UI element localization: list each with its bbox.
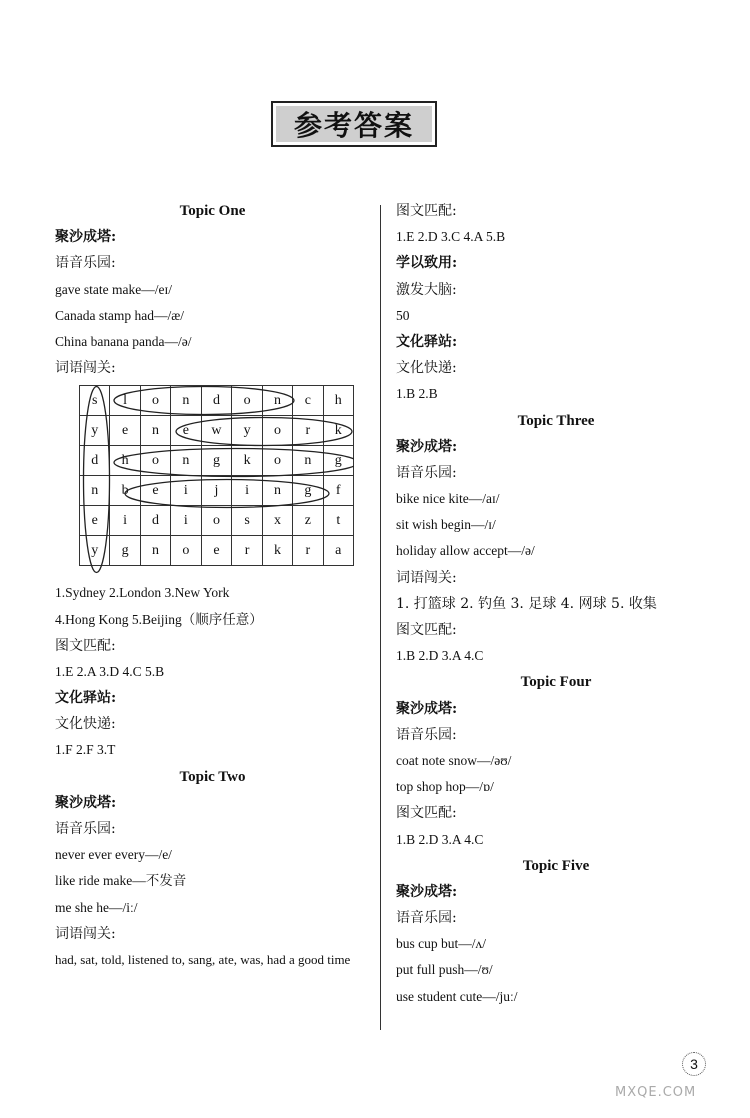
grid-cell: e [201, 536, 232, 566]
answer-line: bike nice kite—/aɪ/ [396, 491, 500, 507]
grid-cell: k [323, 416, 353, 446]
grid-cell: o [262, 416, 292, 446]
answer-line: 图文匹配: [396, 203, 457, 219]
grid-cell: n [140, 416, 170, 446]
answer-title-box [271, 101, 437, 147]
answer-line: like ride make—不发音 [55, 873, 187, 889]
grid-cell: r [232, 536, 262, 566]
answer-line: 1.B 2.D 3.A 4.C [396, 648, 484, 664]
watermark-text: MXQE.COM [615, 1085, 697, 1100]
page-title: 参考答案 [276, 106, 432, 142]
section-heading: 文化驿站: [55, 690, 117, 707]
right-column [396, 198, 716, 1010]
answer-line: 语音乐园: [396, 464, 457, 481]
answer-line: 语音乐园: [396, 726, 457, 743]
grid-cell: g [323, 446, 353, 476]
grid-cell: y [80, 536, 110, 566]
grid-cell: n [293, 446, 323, 476]
answer-line: sit wish begin—/ɪ/ [396, 517, 496, 533]
grid-cell: n [262, 386, 292, 416]
grid-cell: z [293, 506, 323, 536]
section-heading: 聚沙成塔: [55, 794, 117, 811]
answer-line: use student cute—/juː/ [396, 988, 518, 1004]
answer-line: 4.Hong Kong 5.Beijing（顺序任意） [55, 611, 263, 627]
grid-row [80, 386, 354, 416]
grid-cell: i [171, 506, 201, 536]
answer-line: 图文匹配: [396, 622, 457, 638]
answer-line: China banana panda—/ə/ [55, 333, 192, 349]
grid-cell: c [293, 386, 323, 416]
answer-line: 50 [396, 307, 410, 323]
grid-cell: d [80, 446, 110, 476]
grid-cell: y [80, 416, 110, 446]
grid-cell: k [232, 446, 262, 476]
section-heading: 文化驿站: [396, 333, 458, 350]
answer-line: 文化快递: [55, 716, 116, 733]
grid-cell: t [323, 506, 353, 536]
grid-cell: s [232, 506, 262, 536]
left-lines-top [55, 198, 370, 381]
grid-cell: s [80, 386, 110, 416]
grid-cell: w [201, 416, 232, 446]
grid-cell: n [140, 536, 170, 566]
grid-cell: n [171, 446, 201, 476]
answer-line: 1.F 2.F 3.T [55, 742, 116, 758]
grid-cell: h [323, 386, 353, 416]
left-column [55, 198, 370, 973]
answer-line: never ever every—/e/ [55, 847, 172, 863]
grid-cell: f [323, 476, 353, 506]
section-heading: 聚沙成塔: [396, 438, 458, 455]
grid-cell: o [262, 446, 292, 476]
grid-cell: j [201, 476, 232, 506]
topic-heading: Topic Two [179, 768, 246, 785]
grid-cell: n [80, 476, 110, 506]
grid-row [80, 536, 354, 566]
grid-cell: d [140, 506, 170, 536]
answer-line: gave state make—/eɪ/ [55, 281, 172, 297]
grid-cell: o [171, 536, 201, 566]
answer-line: had, sat, told, listened to, sang, ate, was, had a good time [55, 951, 351, 967]
topic-heading: Topic Four [520, 674, 592, 691]
grid-cell: d [201, 386, 232, 416]
answer-line: 1.B 2.B [396, 386, 438, 402]
answer-line: 语音乐园: [396, 910, 457, 927]
grid-cell: e [80, 506, 110, 536]
section-heading: 聚沙成塔: [396, 883, 458, 900]
grid-row [80, 446, 354, 476]
grid-cell: r [293, 416, 323, 446]
grid-cell: o [140, 446, 170, 476]
column-divider [380, 205, 381, 1030]
grid-cell: a [323, 536, 353, 566]
grid-cell: g [201, 446, 232, 476]
answer-line: 1.Sydney 2.London 3.New York [55, 585, 230, 601]
grid-cell: o [232, 386, 262, 416]
grid-cell: o [140, 386, 170, 416]
grid-row [80, 476, 354, 506]
grid-cell: n [171, 386, 201, 416]
grid-cell: k [262, 536, 292, 566]
answer-line: 图文匹配: [396, 805, 457, 822]
answer-line: 1.E 2.A 3.D 4.C 5.B [55, 663, 165, 679]
grid-cell: n [262, 476, 292, 506]
answer-line: top shop hop—/ɒ/ [396, 779, 494, 795]
grid-row [80, 416, 354, 446]
grid-cell: i [171, 476, 201, 506]
grid-cell: g [110, 536, 140, 566]
answer-line: 语音乐园: [55, 821, 116, 837]
grid-cell: r [293, 536, 323, 566]
grid-cell: o [201, 506, 232, 536]
answer-line: 图文匹配: [55, 637, 116, 654]
left-lines-bottom [55, 580, 370, 973]
answer-line: 激发大脑: [396, 281, 457, 298]
answer-line: put full push—/ʊ/ [396, 962, 493, 978]
page-number: 3 [682, 1052, 706, 1076]
answer-line: 1.B 2.D 3.A 4.C [396, 831, 484, 847]
answer-line: holiday allow accept—/ə/ [396, 543, 535, 559]
grid-cell: e [171, 416, 201, 446]
section-heading: 聚沙成塔: [396, 700, 458, 717]
answer-line: 文化快递: [396, 360, 457, 377]
grid-cell: y [232, 416, 262, 446]
grid-cell: x [262, 506, 292, 536]
grid-cell: b [110, 476, 140, 506]
section-heading: 学以致用: [396, 255, 458, 272]
answer-line: Canada stamp had—/æ/ [55, 307, 184, 323]
answer-line: 1.E 2.D 3.C 4.A 5.B [396, 229, 506, 245]
grid-cell: g [293, 476, 323, 506]
grid-cell: i [110, 506, 140, 536]
answer-line: coat note snow—/əʊ/ [396, 752, 512, 768]
word-search-table [79, 385, 354, 566]
word-search-grid [79, 385, 354, 574]
grid-row [80, 506, 354, 536]
grid-cell: e [140, 476, 170, 506]
answer-line: 词语闯关: [55, 360, 116, 377]
answer-line: me she he—/iː/ [55, 899, 138, 915]
answer-line: 1. 打篮球 2. 钓鱼 3. 足球 4. 网球 5. 收集 [396, 595, 657, 612]
answer-line: 词语闯关: [55, 925, 116, 942]
answer-line: 语音乐园: [55, 255, 116, 272]
grid-cell: l [110, 386, 140, 416]
topic-heading: Topic Five [522, 857, 590, 874]
grid-cell: e [110, 416, 140, 446]
topic-heading: Topic One [179, 203, 246, 219]
grid-cell: h [110, 446, 140, 476]
answer-line: 词语闯关: [396, 569, 457, 586]
section-heading: 聚沙成塔: [55, 229, 117, 246]
grid-cell: i [232, 476, 262, 506]
topic-heading: Topic Three [517, 412, 595, 429]
answer-line: bus cup but—/ʌ/ [396, 936, 486, 952]
